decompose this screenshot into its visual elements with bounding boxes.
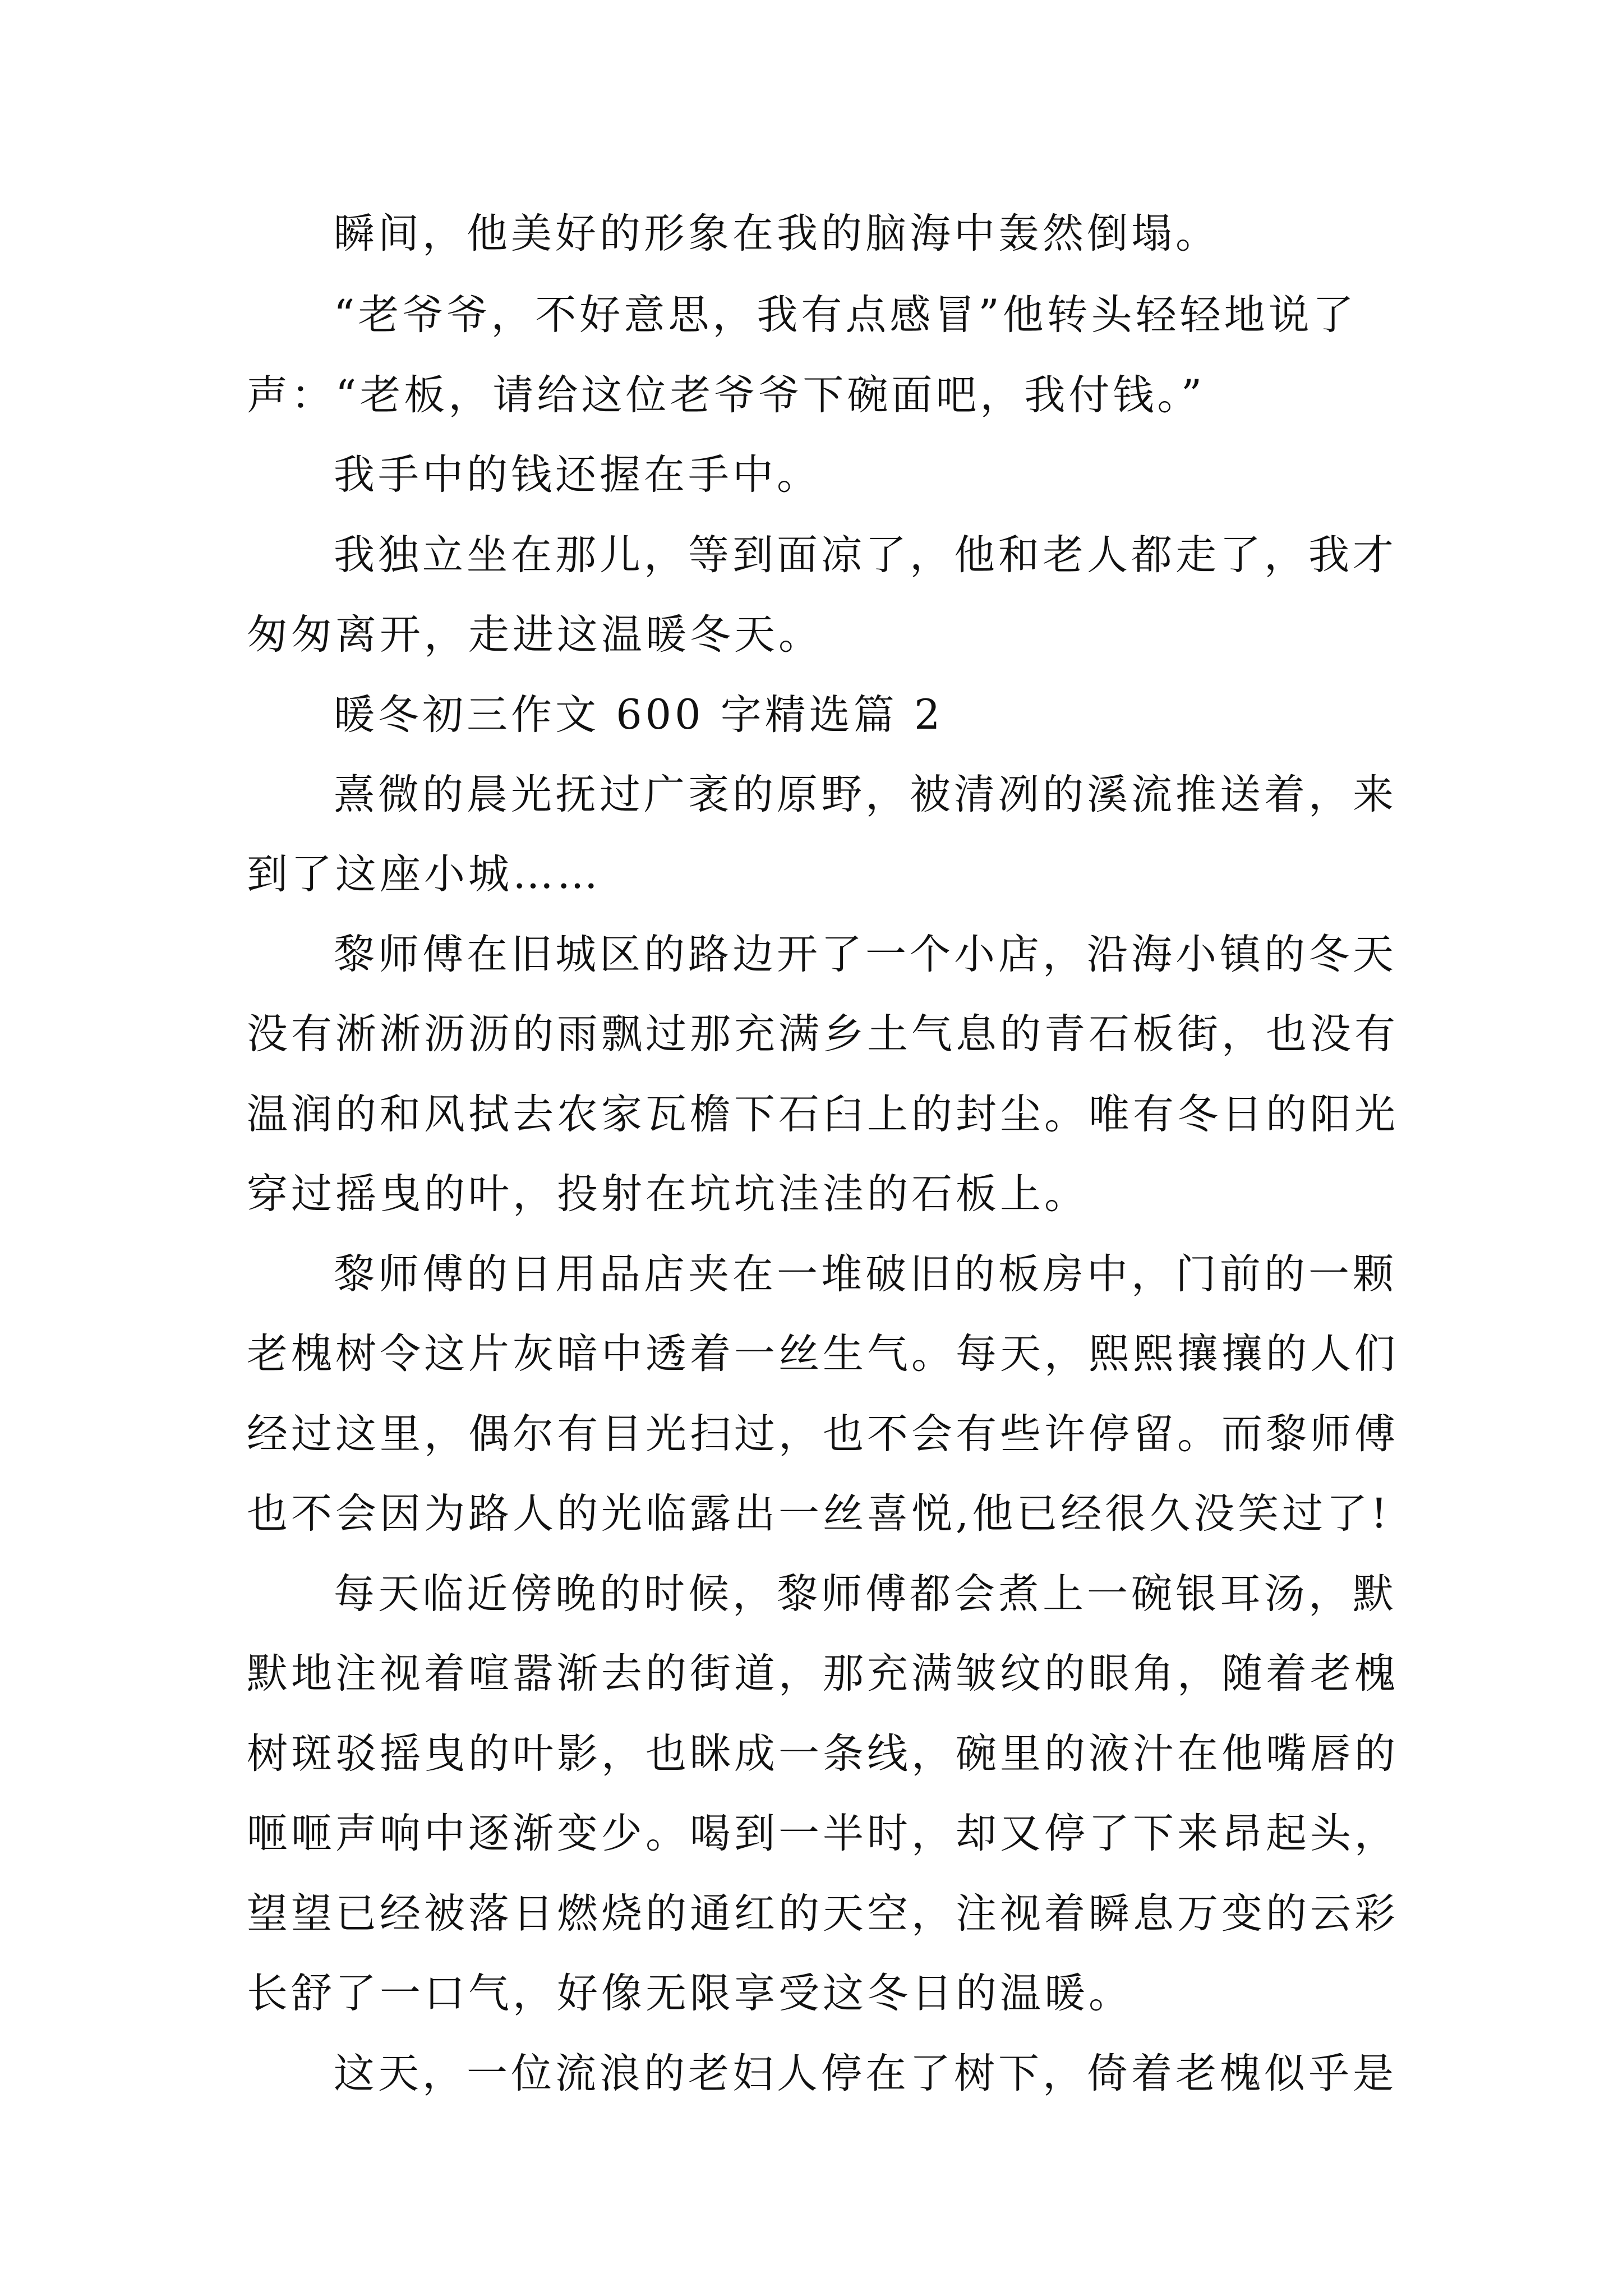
text-line: 经过这里，偶尔有目光扫过，也不会有些许停留。而黎师傅: [247, 1410, 1399, 1458]
text-line: 这天，一位流浪的老妇人停在了树下，倚着老槐似乎是: [334, 2050, 1397, 2097]
text-line: 到了这座小城……: [247, 850, 601, 898]
text-line: 没有淅淅沥沥的雨飘过那充满乡土气息的青石板街，也没有: [247, 1010, 1399, 1058]
text-line: 温润的和风拭去农家瓦檐下石臼上的封尘。唯有冬日的阳光: [247, 1091, 1399, 1138]
text-line: 黎师傅在旧城区的路边开了一个小店，沿海小镇的冬天: [334, 931, 1397, 978]
text-line: 长舒了一口气，好像无限享受这冬日的温暖。: [247, 1970, 1133, 2017]
text-line: 每天临近傍晚的时候，黎师傅都会煮上一碗银耳汤，默: [334, 1570, 1397, 1618]
text-line: 穿过摇曳的叶，投射在坑坑洼洼的石板上。: [247, 1170, 1089, 1218]
text-line: 我手中的钱还握在手中。: [334, 451, 821, 499]
text-line: 熹微的晨光抚过广袤的原野，被清冽的溪流推送着，来: [334, 771, 1397, 818]
text-line: 老槐树令这片灰暗中透着一丝生气。每天，熙熙攘攘的人们: [247, 1330, 1399, 1378]
text-line: 我独立坐在那儿，等到面凉了，他和老人都走了，我才: [334, 531, 1397, 579]
text-line: 声：“老板，请给这位老爷爷下碗面吧，我付钱。”: [247, 371, 1206, 419]
text-line: 咂咂声响中逐渐变少。喝到一半时，却又停了下来昂起头，: [247, 1810, 1399, 1857]
text-line: 瞬间，他美好的形象在我的脑海中轰然倒塌。: [334, 210, 1220, 257]
text-line: “老爷爷，不好意思，我有点感冒”他转头轻轻地说了: [334, 291, 1357, 339]
text-line: 也不会因为路人的光临露出一丝喜悦,他已经很久没笑过了!: [247, 1490, 1391, 1538]
text-line: 黎师傅的日用品店夹在一堆破旧的板房中，门前的一颗: [334, 1250, 1397, 1298]
text-line: 望望已经被落日燃烧的通红的天空，注视着瞬息万变的云彩: [247, 1890, 1399, 1938]
text-line: 匆匆离开，走进这温暖冬天。: [247, 611, 823, 659]
text-line: 默地注视着喧嚣渐去的街道，那充满皱纹的眼角，随着老槐: [247, 1650, 1399, 1697]
text-line: 树斑驳摇曳的叶影，也眯成一条线，碗里的液汁在他嘴唇的: [247, 1730, 1399, 1778]
section-heading: 暖冬初三作文 600 字精选篇 2: [334, 691, 944, 739]
